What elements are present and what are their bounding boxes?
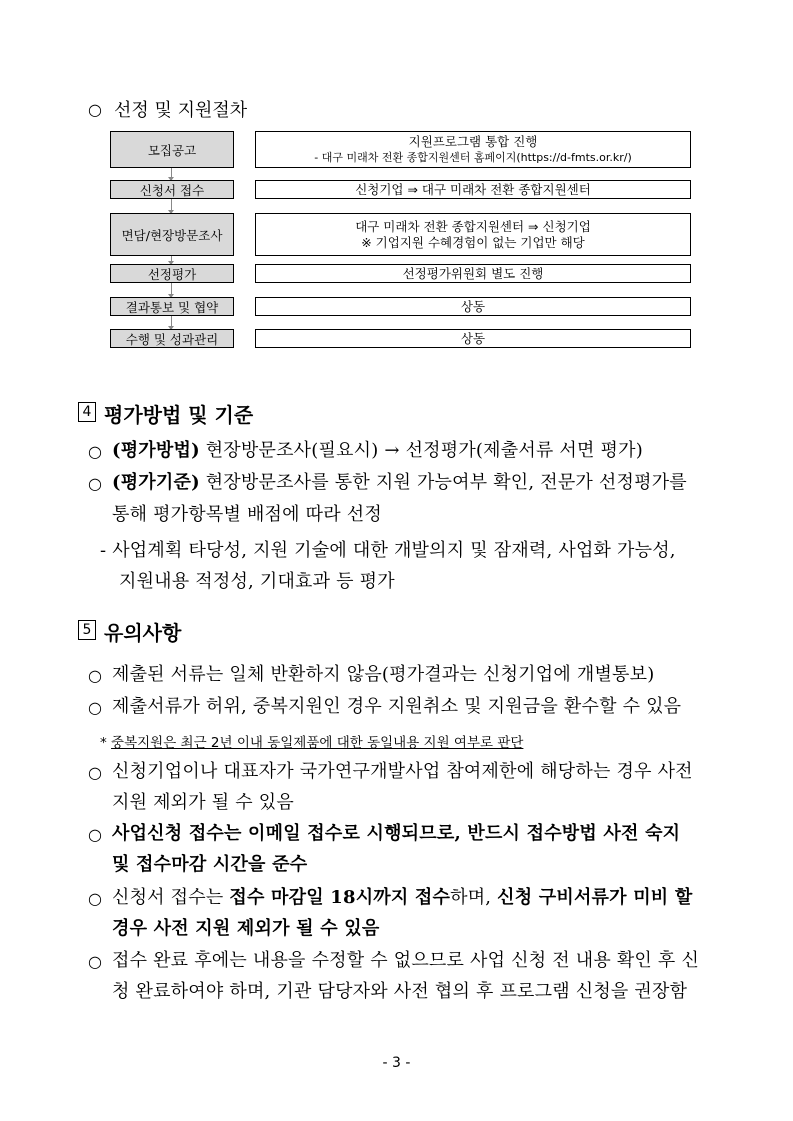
bullet-circle: ○ xyxy=(88,474,102,493)
flow-step-application xyxy=(110,180,234,199)
section-5-item-6-cont: 청 완료하여야 하며, 기관 담당자와 사전 협의 후 프로그램 신청을 권장함 xyxy=(112,981,688,1002)
section-4-item-1 xyxy=(112,435,643,467)
flow-desc-sub: - 대구 미래차 전환 종합지원센터 홈페이지(https://d-fmts.or.kr/) xyxy=(314,150,632,164)
section-5-item-6: 접수 완료 후에는 내용을 수정할 수 없으므로 사업 신청 전 내용 확인 후 신 xyxy=(112,950,700,971)
flow-step-recruit xyxy=(110,131,234,168)
section-5-item-4-cont: 및 접수마감 시간을 준수 xyxy=(112,854,308,875)
flow-desc-agreement xyxy=(255,297,691,316)
section-4-item-2-cont: 통해 평가항목별 배점에 따라 선정 xyxy=(112,504,382,525)
section-4-dash-item-cont: 지원내용 적정성, 기대효과 등 평가 xyxy=(119,571,395,592)
flow-arrow xyxy=(171,283,172,297)
flow-step-label: 모집공고 xyxy=(147,142,197,158)
flow-step-interview xyxy=(110,213,234,256)
flow-arrow xyxy=(171,256,172,264)
flow-desc-text: 대구 미래차 전환 종합지원센터 ⇒ 신청기업 xyxy=(355,218,591,234)
item-text: 하며, xyxy=(450,887,498,908)
flow-step-label: 신청서 접수 xyxy=(139,182,205,198)
procedure-heading: 선정 및 지원절차 xyxy=(114,100,248,121)
flow-desc-text: 선정평가위원회 별도 진행 xyxy=(402,265,544,281)
flow-desc-application xyxy=(255,180,691,199)
page-number: - 3 - xyxy=(382,1055,411,1071)
flow-desc-sub: ※ 기업지원 수혜경험이 없는 기업만 해당 xyxy=(361,234,585,250)
section-5-note xyxy=(100,731,523,751)
section-5-number: 5 xyxy=(78,620,96,640)
section-5-item-5 xyxy=(112,882,692,914)
item-text: 현장방문조사(필요시) → 선정평가(제출서류 서면 평가) xyxy=(199,440,643,461)
flow-arrow xyxy=(171,168,172,180)
flow-desc-text: 상동 xyxy=(460,330,486,346)
flow-step-management xyxy=(110,329,234,348)
section-5-item-3: 신청기업이나 대표자가 국가연구개발사업 참여제한에 해당하는 경우 사전 xyxy=(112,761,693,782)
flow-desc-text: 신청기업 ⇒ 대구 미래차 전환 종합지원센터 xyxy=(355,181,591,197)
section-5-item-2: 제출서류가 허위, 중복지원인 경우 지원취소 및 지원금을 환수할 수 있음 xyxy=(112,696,682,717)
flow-step-label: 결과통보 및 협약 xyxy=(125,299,219,315)
bullet-circle: ○ xyxy=(88,763,102,782)
bullet-circle: ○ xyxy=(88,889,102,908)
item-label: (평가방법) xyxy=(112,440,200,461)
flow-step-agreement xyxy=(110,297,234,316)
flow-desc-interview xyxy=(255,213,691,256)
flow-step-label: 면담/현장방문조사 xyxy=(121,227,223,243)
item-text: 현장방문조사를 통한 지원 가능여부 확인, 전문가 선정평가를 xyxy=(199,472,687,493)
flow-desc-management xyxy=(255,329,691,348)
flow-desc-text: 지원프로그램 통합 진행 xyxy=(408,133,538,149)
section-5-item-1: 제출된 서류는 일체 반환하지 않음(평가결과는 신청기업에 개별통보) xyxy=(112,664,655,685)
note-asterisk: * xyxy=(100,735,107,751)
flow-step-label: 선정평가 xyxy=(147,266,197,282)
item-emphasis: 신청 구비서류가 미비 할 xyxy=(497,887,693,908)
section-4-dash-item: - 사업계획 타당성, 지원 기술에 대한 개발의지 및 잠재력, 사업화 가능성, xyxy=(100,540,676,561)
bullet-circle: ○ xyxy=(88,698,102,717)
item-label: (평가기준) xyxy=(112,472,200,493)
flow-step-label: 수행 및 성과관리 xyxy=(125,331,219,347)
item-text: 신청서 접수는 xyxy=(112,887,230,908)
flow-desc-recruit xyxy=(255,131,691,168)
bullet-circle: ○ xyxy=(88,825,102,844)
flow-step-evaluation xyxy=(110,264,234,283)
bullet-circle: ○ xyxy=(88,666,102,685)
section-5-item-4: 사업신청 접수는 이메일 접수로 시행되므로, 반드시 접수방법 사전 숙지 xyxy=(112,823,681,844)
section-4-title: 평가방법 및 기준 xyxy=(104,403,254,427)
flow-desc-text: 상동 xyxy=(460,298,486,314)
flow-arrow xyxy=(171,199,172,213)
section-5-title: 유의사항 xyxy=(104,621,182,645)
bullet-circle: ○ xyxy=(88,952,102,971)
bullet-circle: ○ xyxy=(88,442,102,461)
item-emphasis: 접수 마감일 18시까지 접수 xyxy=(229,887,451,908)
bullet-circle: ○ xyxy=(88,100,102,119)
note-text: 중복지원은 최근 2년 이내 동일제품에 대한 동일내용 지원 여부로 판단 xyxy=(111,735,524,751)
flow-desc-evaluation xyxy=(255,264,691,283)
flow-arrow xyxy=(171,316,172,329)
section-5-item-5-cont: 경우 사전 지원 제외가 될 수 있음 xyxy=(112,918,380,939)
section-4-number: 4 xyxy=(78,402,96,422)
section-5-item-3-cont: 지원 제외가 될 수 있음 xyxy=(112,792,294,813)
section-4-item-2 xyxy=(112,467,687,499)
